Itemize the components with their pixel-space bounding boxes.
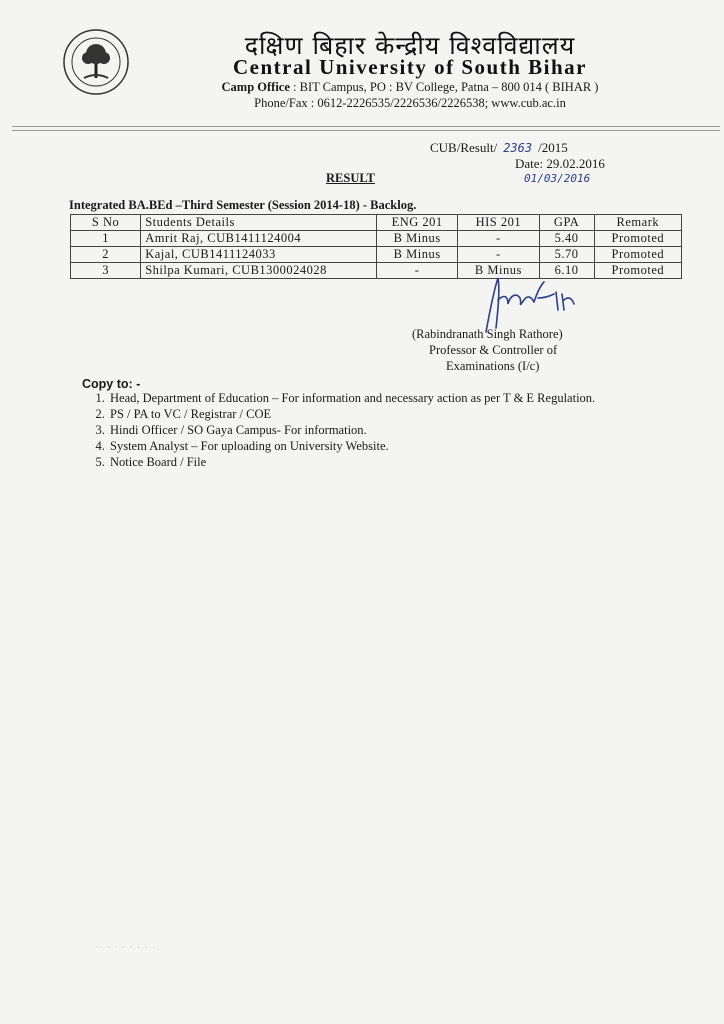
cell-student: Shilpa Kumari, CUB1300024028 — [141, 263, 377, 279]
table-title: Integrated BA.BEd –Third Semester (Session 2014-18) - Backlog. — [69, 198, 417, 212]
cell-remark: Promoted — [594, 247, 681, 263]
list-item: 5. Notice Board / File — [108, 454, 668, 470]
cell-sno: 3 — [71, 263, 141, 279]
cell-his-201: - — [458, 231, 539, 247]
contact-line: Phone/Fax : 0612-2226535/2226536/2226538; www.cub.ac.in — [254, 96, 566, 110]
header-remark: Remark — [594, 215, 681, 231]
cell-eng-201: B Minus — [376, 247, 457, 263]
header-divider — [12, 126, 720, 127]
university-name-english: Central University of South Bihar — [233, 55, 587, 79]
result-table — [70, 214, 682, 279]
document-date: Date: 29.02.2016 — [515, 156, 605, 171]
reference-prefix: CUB/Result/ — [430, 140, 498, 155]
cell-gpa: 5.40 — [539, 231, 594, 247]
signatory-title: Professor & Controller of — [429, 343, 558, 357]
cell-student: Kajal, CUB1411124033 — [141, 247, 377, 263]
cell-remark: Promoted — [594, 231, 681, 247]
copy-to-heading: Copy to: - — [82, 377, 141, 391]
cell-sno: 1 — [71, 231, 141, 247]
list-item: 4. System Analyst – For uploading on University Website. — [108, 438, 668, 454]
cell-eng-201: B Minus — [376, 231, 457, 247]
cell-student: Amrit Raj, CUB1411124004 — [141, 231, 377, 247]
result-heading: RESULT — [326, 171, 375, 185]
signatory-title-second-line: Examinations (I/c) — [446, 359, 540, 373]
list-item: 1. Head, Department of Education – For information and necessary action as per T & E Regulation. — [108, 390, 668, 406]
cell-his-201: - — [458, 247, 539, 263]
scan-mark: ·· · · · · · · · — [96, 945, 157, 951]
camp-office-label: Camp Office — [221, 80, 290, 94]
list-item: 3. Hindi Officer / SO Gaya Campus- For information. — [108, 422, 668, 438]
header-gpa: GPA — [539, 215, 594, 231]
cell-his-201: B Minus — [458, 263, 539, 279]
university-seal-icon — [62, 28, 130, 96]
camp-office-text: : BIT Campus, PO : BV College, Patna – 800 014 ( BIHAR ) — [289, 80, 599, 94]
cell-remark: Promoted — [594, 263, 681, 279]
cell-sno: 2 — [71, 247, 141, 263]
table-header-row — [71, 215, 682, 231]
cell-eng-201: - — [376, 263, 457, 279]
camp-office-address — [140, 80, 680, 95]
reference-number — [430, 140, 568, 156]
cell-gpa: 5.70 — [539, 247, 594, 263]
copy-to-list — [88, 390, 668, 470]
header-his-201: HIS 201 — [458, 215, 539, 231]
table-row — [71, 263, 682, 279]
table-row — [71, 231, 682, 247]
university-name-hindi: दक्षिण बिहार केन्द्रीय विश्वविद्यालय — [244, 31, 576, 60]
reference-handwritten-number: 2363 — [503, 141, 533, 155]
reference-suffix: /2015 — [538, 140, 568, 155]
handwritten-date: 01/03/2016 — [524, 172, 591, 185]
signatory-name: (Rabindranath Singh Rathore) — [412, 327, 563, 341]
header-sno: S No — [71, 215, 141, 231]
cell-gpa: 6.10 — [539, 263, 594, 279]
header-students-details: Students Details — [141, 215, 377, 231]
table-row — [71, 247, 682, 263]
header-divider-second — [12, 130, 720, 131]
header-eng-201: ENG 201 — [376, 215, 457, 231]
list-item: 2. PS / PA to VC / Registrar / COE — [108, 406, 668, 422]
